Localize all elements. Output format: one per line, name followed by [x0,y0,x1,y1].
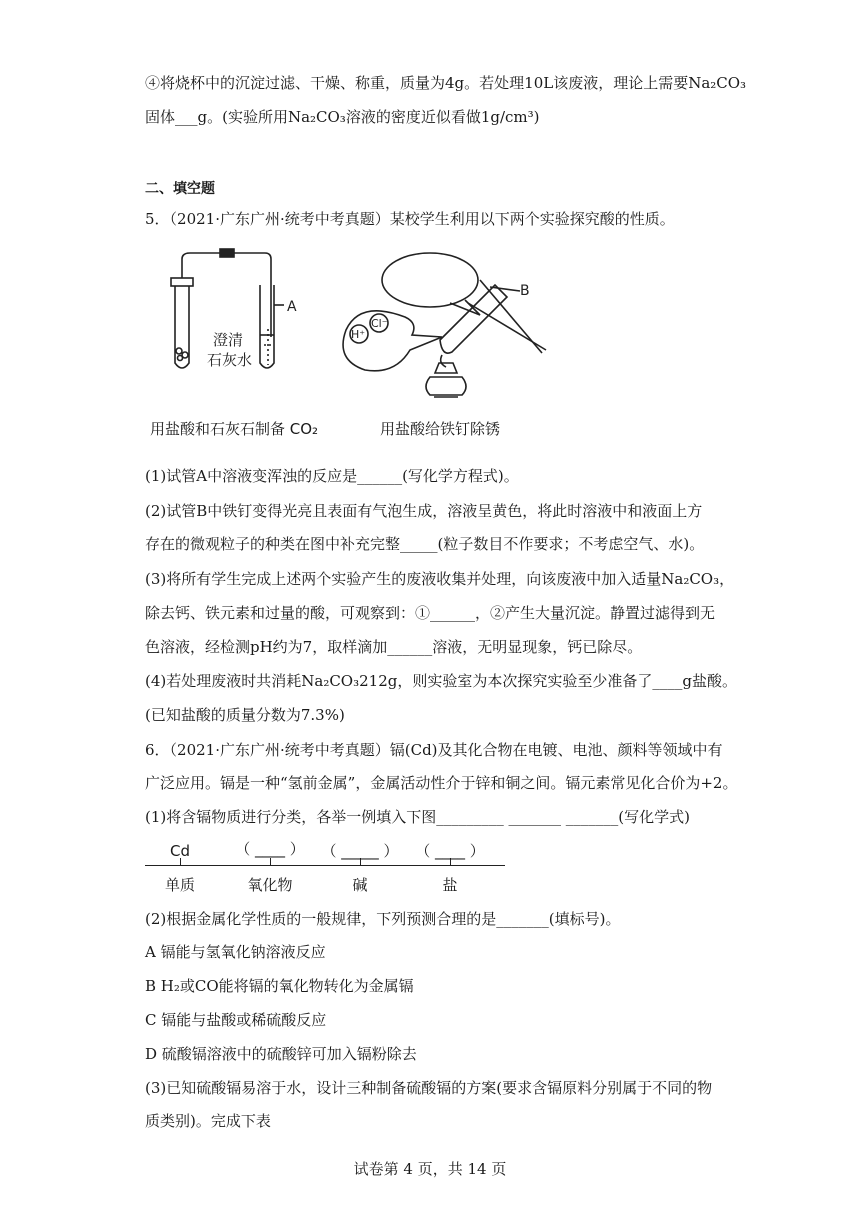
blank-base: （ _____ ） [321,842,399,860]
category-oxide: 氧化物 [247,876,293,894]
option-C: C 镉能与盐酸或稀硫酸反应 [145,1011,327,1029]
label-A: A [287,299,297,315]
cd-symbol: Cd [170,842,190,860]
q5-part2-line1: (2)试管B中铁钉变得光亮且表面有气泡生成，溶液呈黄色，将此时溶液中和液面上方 [145,502,703,520]
q5-part4-line2: (已知盐酸的质量分数为7.3%) [145,706,345,724]
text-line-1: ④将烧杯中的沉淀过滤、干燥、称重，质量为4g。若处理10L该废液，理论上需要Na₂CO₃ [145,74,747,92]
q5-part2-line2: 存在的微观粒子的种类在图中补充完整_____(粒子数目不作要求；不考虑空气、水)。 [145,535,705,553]
question-6-line1: 6．（2021·广东广州·统考中考真题）镉(Cd)及其化合物在电镀、电池、颜料等领域中有 [145,741,723,759]
section-title: 二、填空题 [145,181,215,197]
limewater-label-line1: 澄清 [213,331,244,349]
q6-part2: (2)根据金属化学性质的一般规律，下列预测合理的是_______(填标号)。 [145,910,621,928]
text-line-2: 固体___g。(实验所用Na₂CO₃溶液的密度近似看做1g/cm³) [145,108,540,126]
q5-part3-line1: (3)将所有学生完成上述两个实验产生的废液收集并处理，向该废液中加入适量Na₂CO₃， [145,570,735,588]
option-D: D 硫酸镉溶液中的硫酸锌可加入镉粉除去 [145,1045,417,1063]
q5-part3-line2: 除去钙、铁元素和过量的酸，可观察到：①______，②产生大量沉淀。静置过滤得到无 [145,604,716,622]
q5-part1: (1)试管A中溶液变浑浊的反应是______(写化学方程式)。 [145,467,519,485]
question-5-stem: 5．（2021·广东广州·统考中考真题）某校学生利用以下两个实验探究酸的性质。 [145,210,675,228]
blank-salt: （ ____ ） [415,842,485,860]
q6-part3-line2: 质类别)。完成下表 [145,1112,271,1130]
caption-left: 用盐酸和石灰石制备 CO₂ [150,420,319,438]
classification-axis [145,865,505,866]
category-element: 单质 [164,876,195,894]
hydrogen-ion-label: H⁺ [351,328,366,341]
category-salt: 盐 [442,876,458,894]
limewater-label-line2: 石灰水 [207,351,253,369]
option-A: A 镉能与氢氧化钠溶液反应 [145,943,326,961]
tick-2 [270,858,271,866]
option-B: B H₂或CO能将镉的氧化物转化为金属镉 [145,977,414,995]
label-B: B [520,283,530,299]
question-6-line2: 广泛应用。镉是一种“氢前金属”，金属活动性介于锌和铜之间。镉元素常见化合价为+2。 [145,774,738,792]
category-base: 碱 [352,876,368,894]
caption-right: 用盐酸给铁钉除锈 [380,420,501,438]
blank-oxide: （ ____ ） [235,840,305,858]
q6-part3-line1: (3)已知硫酸镉易溶于水，设计三种制备硫酸镉的方案(要求含镉原料分别属于不同的物 [145,1079,713,1097]
q6-part1: (1)将含镉物质进行分类，各举一例填入下图_________ _______ _______(写化学式) [145,808,690,826]
chloride-ion-label: Cl⁻ [371,317,388,330]
q5-part3-line3: 色溶液，经检测pH约为7，取样滴加______溶液，无明显现象，钙已除尽。 [145,638,643,656]
q5-part4-line1: (4)若处理废液时共消耗Na₂CO₃212g，则实验室为本次探究实验至少准备了____g盐酸。 [145,672,737,690]
page-footer: 试卷第 4 页，共 14 页 [353,1160,507,1178]
